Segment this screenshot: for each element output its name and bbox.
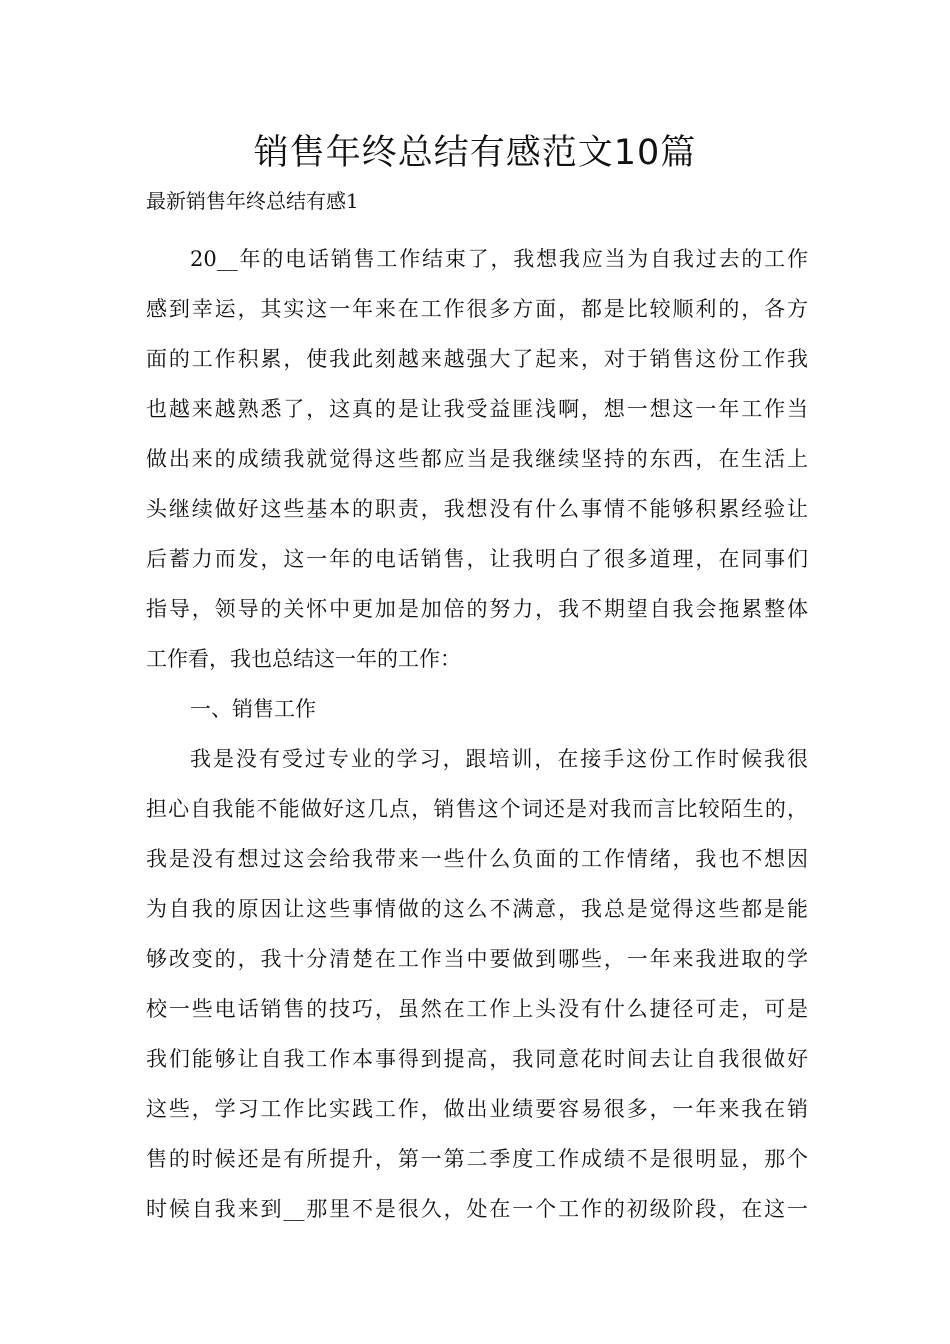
body-line: 售的时候还是有所提升，第一第二季度工作成绩不是很明显，那个 — [146, 1147, 808, 1171]
body-line: 为自我的原因让这些事情做的这么不满意，我总是觉得这些都是能 — [146, 897, 808, 921]
body-line: 我们能够让自我工作本事得到提高，我同意花时间去让自我很做好 — [146, 1047, 808, 1071]
body-line: 后蓄力而发，这一年的电话销售，让我明白了很多道理，在同事们 — [146, 547, 808, 571]
body-line: 我是没有想过这会给我带来一些什么负面的工作情绪，我也不想因 — [146, 847, 808, 871]
body-line: 担心自我能不能做好这几点，销售这个词还是对我而言比较陌生的， — [146, 797, 808, 821]
body-line: 指导，领导的关怀中更加是加倍的努力，我不期望自我会拖累整体 — [146, 597, 808, 621]
body-line: 也越来越熟悉了，这真的是让我受益匪浅啊，想一想这一年工作当 — [146, 397, 808, 421]
body-line: 做出来的成绩我就觉得这些都应当是我继续坚持的东西，在生活上 — [146, 447, 808, 471]
body-line: 感到幸运，其实这一年来在工作很多方面，都是比较顺利的，各方 — [146, 297, 808, 321]
body-line: 头继续做好这些基本的职责，我想没有什么事情不能够积累经验让 — [146, 497, 808, 521]
section-heading: 一、销售工作 — [190, 697, 316, 721]
document-body — [146, 234, 808, 1234]
body-line: 工作看，我也总结这一年的工作： — [146, 647, 461, 671]
body-line: 时候自我来到__那里不是很久，处在一个工作的初级阶段，在这一 — [146, 1197, 808, 1221]
body-line: 我是没有受过专业的学习，跟培训，在接手这份工作时候我很 — [190, 747, 808, 771]
document-subtitle: 最新销售年终总结有感1 — [146, 189, 359, 213]
body-line: 这些，学习工作比实践工作，做出业绩要容易很多，一年来我在销 — [146, 1097, 808, 1121]
body-line: 校一些电话销售的技巧，虽然在工作上头没有什么捷径可走，可是 — [146, 997, 808, 1021]
body-line: 够改变的，我十分清楚在工作当中要做到哪些，一年来我进取的学 — [146, 947, 808, 971]
body-line: 20__年的电话销售工作结束了，我想我应当为自我过去的工作 — [190, 247, 808, 271]
document-title: 销售年终总结有感范文10篇 — [253, 133, 697, 173]
body-line: 面的工作积累，使我此刻越来越强大了起来，对于销售这份工作我 — [146, 347, 808, 371]
